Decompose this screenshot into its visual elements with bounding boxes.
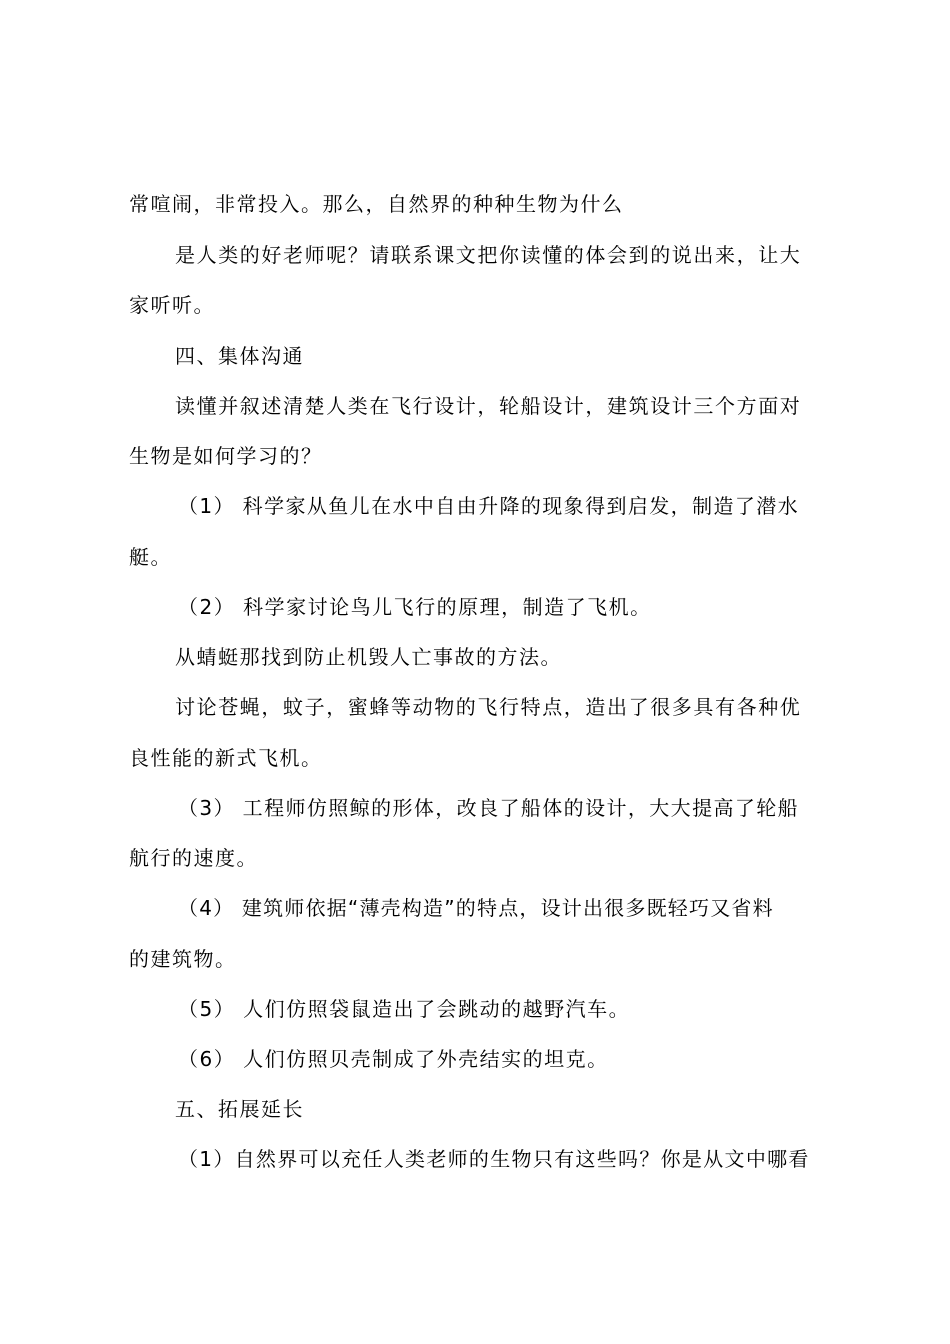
section-heading: 五、拓展延长 <box>175 1097 304 1121</box>
list-item: （5） 人们仿照袋鼠造出了会跳动的越野汽车。 <box>178 997 631 1021</box>
text-line: 讨论苍蝇，蚊子，蜜蜂等动物的飞行特点，造出了很多具有各种优 <box>175 695 802 719</box>
section-heading: 四、集体沟通 <box>175 344 304 368</box>
text-line: 的建筑物。 <box>129 947 237 971</box>
list-item: （1）自然界可以充任人类老师的生物只有这些吗？你是从文中哪看 <box>178 1147 810 1171</box>
text-line: 常喧闹，非常投入。那么，自然界的种种生物为什么 <box>129 192 624 216</box>
text-line: 艇。 <box>129 545 172 569</box>
text-line: 良性能的新式飞机。 <box>129 746 323 770</box>
list-item: （2） 科学家讨论鸟儿飞行的原理，制造了飞机。 <box>178 595 652 619</box>
text-line: 从蜻蜓那找到防止机毁人亡事故的方法。 <box>175 645 562 669</box>
list-item: （1） 科学家从鱼儿在水中自由升降的现象得到启发，制造了潜水 <box>178 494 800 518</box>
list-item: （4） 建筑师依据“薄壳构造”的特点，设计出很多既轻巧又省料 <box>178 896 774 920</box>
text-line: 家听听。 <box>129 293 215 317</box>
text-line: 生物是如何学习的？ <box>129 444 323 468</box>
list-item: （3） 工程师仿照鲸的形体，改良了船体的设计，大大提高了轮船 <box>178 796 800 820</box>
list-item: （6） 人们仿照贝壳制成了外壳结实的坦克。 <box>178 1047 609 1071</box>
text-line: 读懂并叙述清楚人类在飞行设计，轮船设计，建筑设计三个方面对 <box>175 394 802 418</box>
text-line: 航行的速度。 <box>129 846 258 870</box>
text-line: 是人类的好老师呢？请联系课文把你读懂的体会到的说出来，让大 <box>175 243 802 267</box>
